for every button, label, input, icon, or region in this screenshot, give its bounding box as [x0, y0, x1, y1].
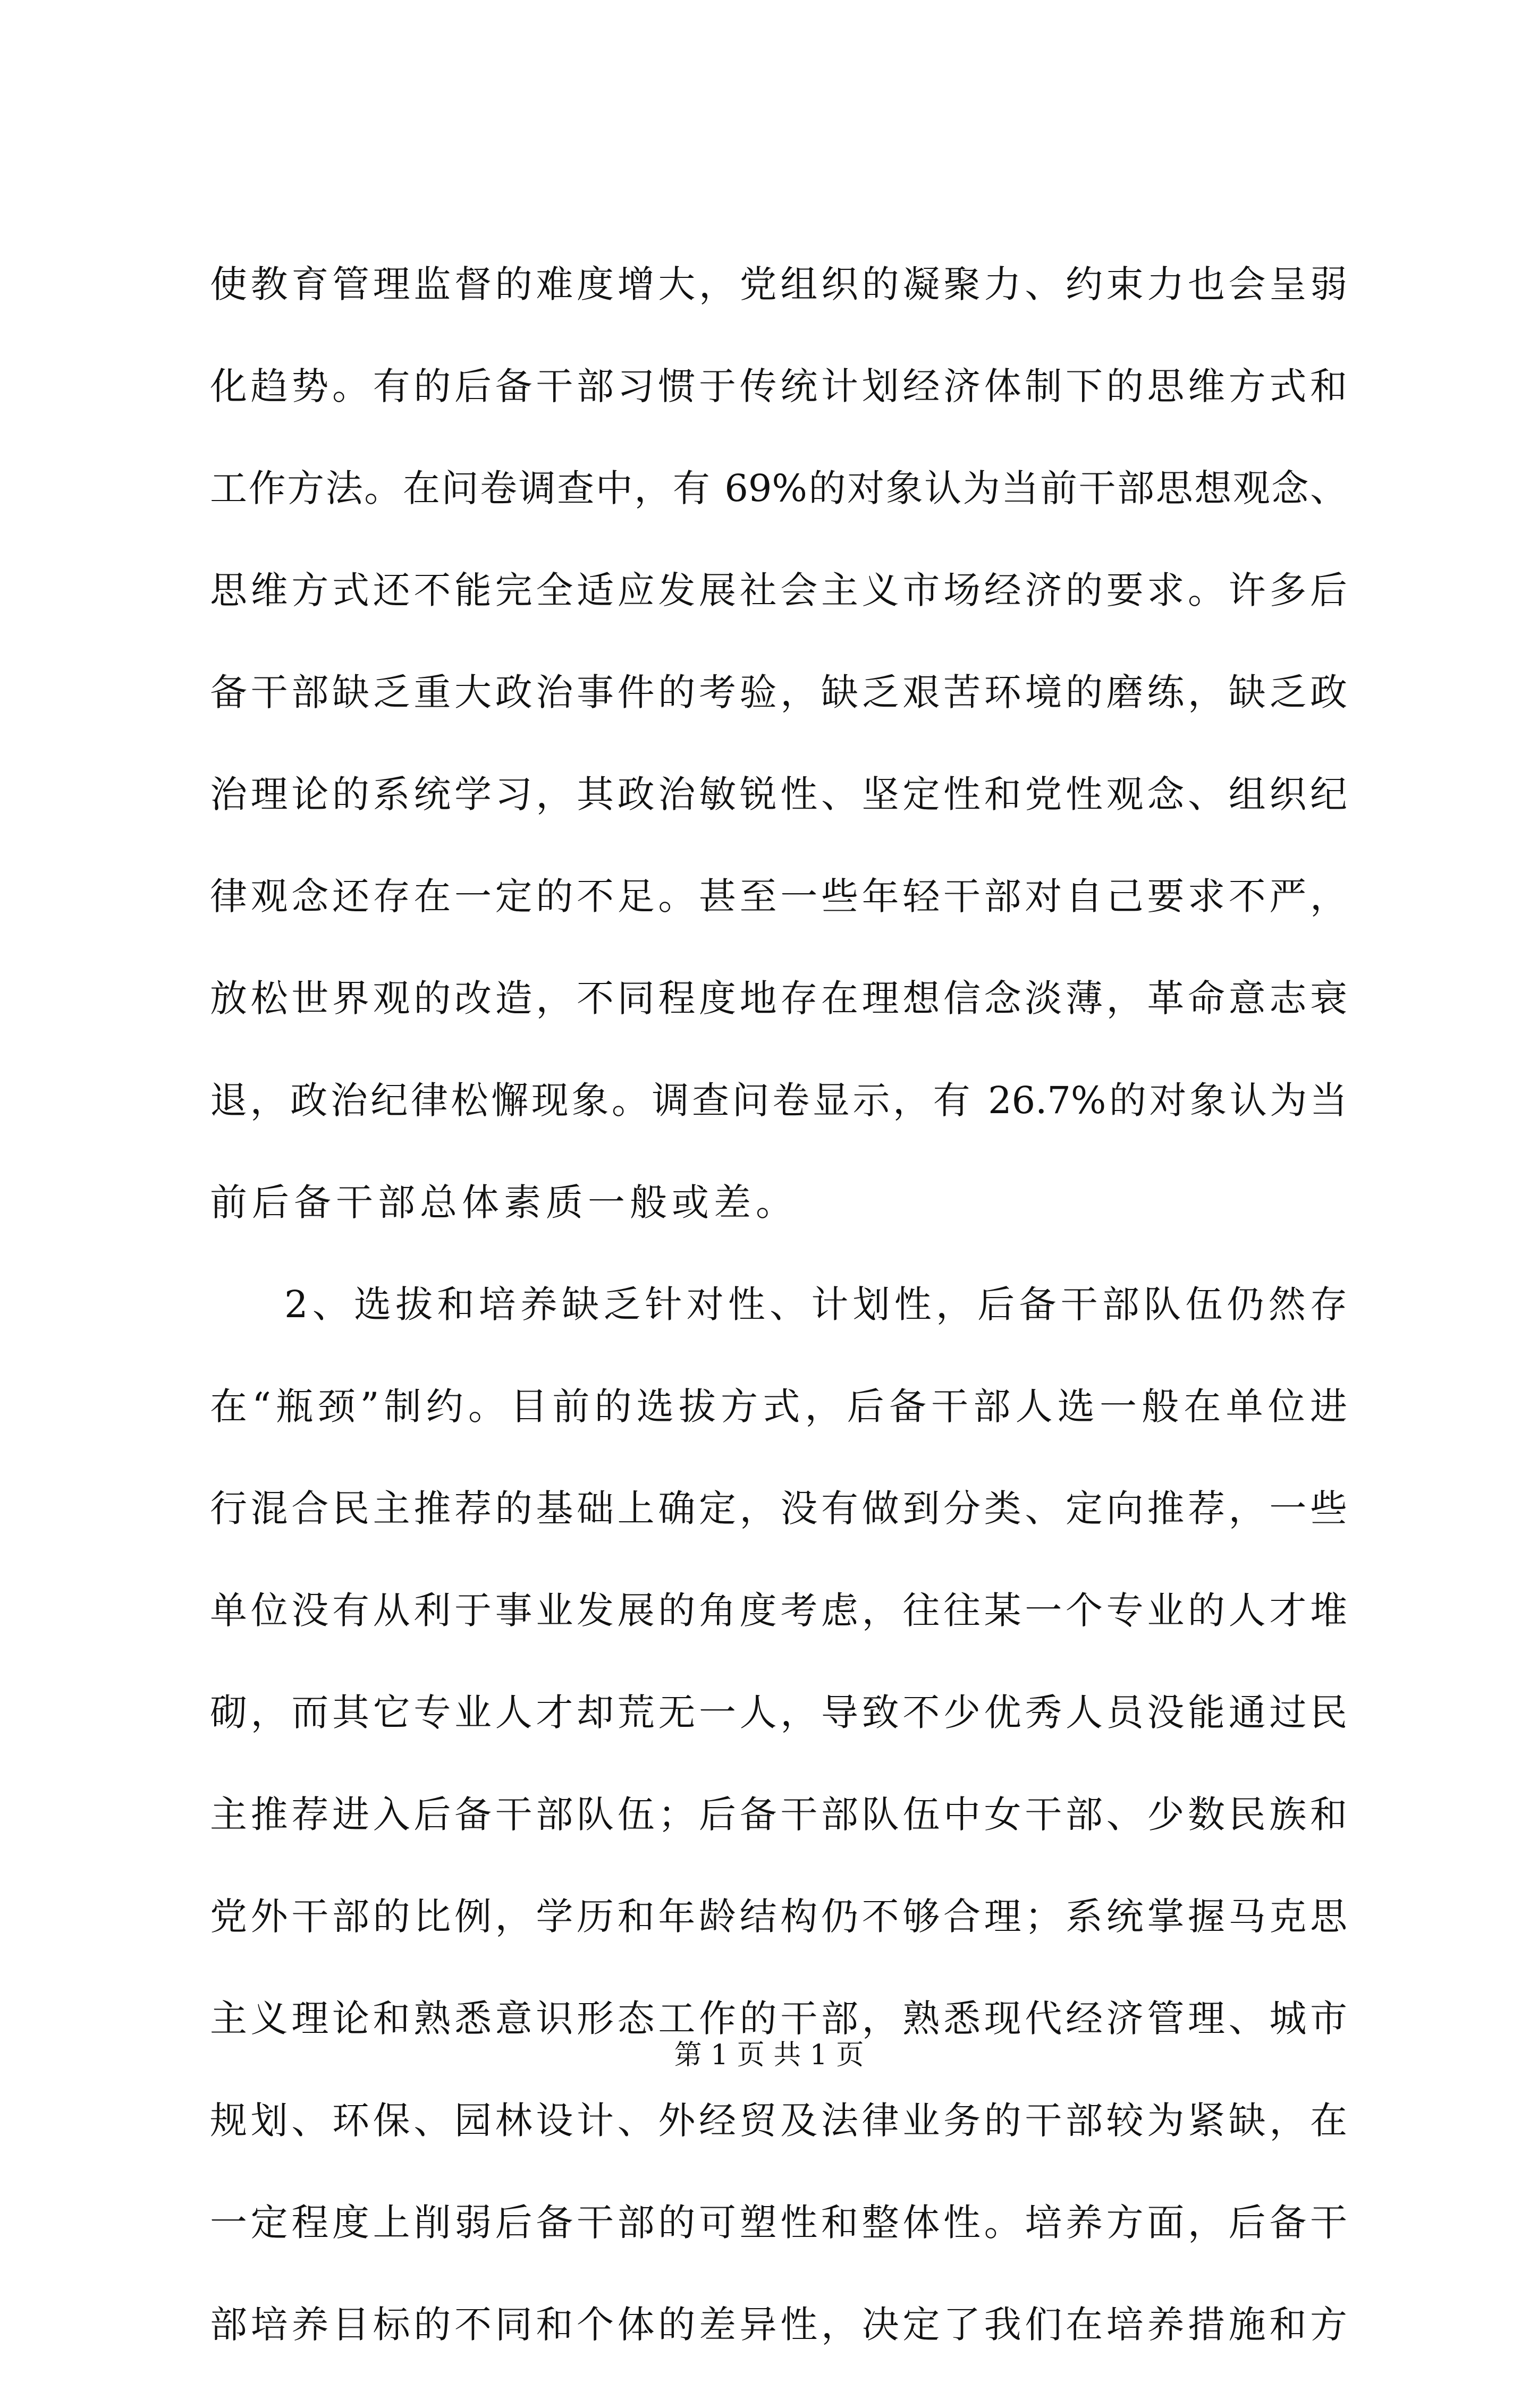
- paragraph-1: [210, 262, 1347, 1286]
- text-line: 一定程度上削弱后备干部的可塑性和整体性。培养方面，后备干: [210, 2201, 1347, 2244]
- text-line: 律观念还存在一定的不足。甚至一些年轻干部对自己要求不严，: [210, 875, 1347, 918]
- text-line: 工作方法。在问卷调查中，有 69%的对象认为当前干部思想观念、: [210, 467, 1347, 510]
- text-line: 化趋势。有的后备干部习惯于传统计划经济体制下的思维方式和: [210, 364, 1347, 408]
- body-text: [210, 262, 1347, 2408]
- text-line: 规划、环保、园林设计、外经贸及法律业务的干部较为紧缺，在: [210, 2099, 1347, 2142]
- text-line: 使教育管理监督的难度增大，党组织的凝聚力、约束力也会呈弱: [210, 262, 1347, 306]
- text-line: 备干部缺乏重大政治事件的考验，缺乏艰苦环境的磨练，缺乏政: [210, 671, 1347, 714]
- text-line: 前后备干部总体素质一般或差。: [210, 1181, 798, 1224]
- text-line: 治理论的系统学习，其政治敏锐性、坚定性和党性观念、组织纪: [210, 773, 1347, 816]
- text-line: 砌，而其它专业人才却荒无一人，导致不少优秀人员没能通过民: [210, 1691, 1347, 1734]
- text-line: 行混合民主推荐的基础上确定，没有做到分类、定向推荐，一些: [210, 1487, 1347, 1530]
- paragraph-2: [210, 1283, 1347, 2408]
- text-line: 2、选拔和培养缺乏针对性、计划性，后备干部队伍仍然存: [284, 1283, 1347, 1326]
- text-line: 部培养目标的不同和个体的差异性，决定了我们在培养措施和方: [210, 2303, 1347, 2346]
- text-line: 退，政治纪律松懈现象。调查问卷显示，有 26.7%的对象认为当: [210, 1079, 1347, 1122]
- text-line: 放松世界观的改造，不同程度地存在理想信念淡薄，革命意志衰: [210, 977, 1347, 1020]
- text-line: 主推荐进入后备干部队伍；后备干部队伍中女干部、少数民族和: [210, 1793, 1347, 1836]
- page-number-footer: 第 1 页 共 1 页: [674, 2039, 864, 2071]
- text-line: 思维方式还不能完全适应发展社会主义市场经济的要求。许多后: [210, 569, 1347, 612]
- text-line: 单位没有从利于事业发展的角度考虑，往往某一个专业的人才堆: [210, 1589, 1347, 1632]
- text-line: 在“瓶颈”制约。目前的选拔方式，后备干部人选一般在单位进: [210, 1385, 1347, 1428]
- text-line: 主义理论和熟悉意识形态工作的干部，熟悉现代经济管理、城市: [210, 1997, 1347, 2040]
- text-line: 党外干部的比例，学历和年龄结构仍不够合理；系统掌握马克思: [210, 1895, 1347, 1938]
